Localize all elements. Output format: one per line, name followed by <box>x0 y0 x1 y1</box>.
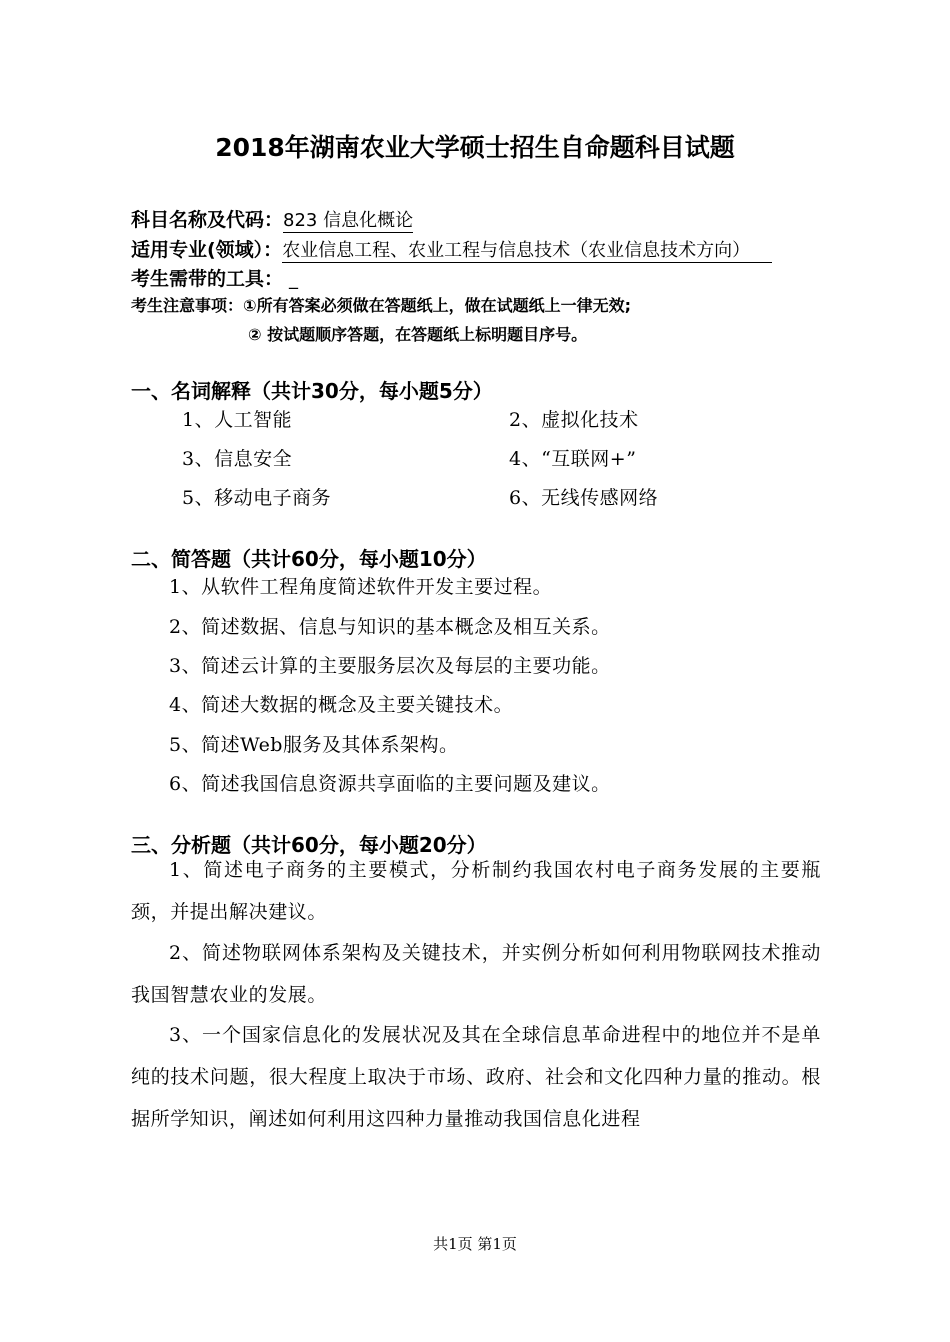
tools-value: _ <box>289 269 299 290</box>
list-item: 1、从软件工程角度简述软件开发主要过程。 <box>169 576 553 598</box>
page-footer: 共1页 第1页 <box>433 1235 517 1253</box>
analysis-question-1: 1、简述电子商务的主要模式，分析制约我国农村电子商务发展的主要瓶颈，并提出解决建议。 <box>131 859 821 923</box>
subject-value: 823 信息化概论 <box>283 210 414 231</box>
list-item: 4、“互联网+” <box>509 448 637 470</box>
section-2-heading: 二、简答题（共计60分，每小题10分） <box>131 547 487 571</box>
list-item: 5、简述Web服务及其体系架构。 <box>169 734 459 756</box>
major-value: 农业信息工程、农业工程与信息技术（农业信息技术方向） <box>282 240 772 263</box>
page-title: 2018年湖南农业大学硕士招生自命题科目试题 <box>215 133 735 162</box>
list-item: 6、无线传感网络 <box>509 487 659 509</box>
tools-line <box>131 264 298 291</box>
list-item: 5、移动电子商务 <box>182 487 332 509</box>
section-3-heading: 三、分析题（共计60分，每小题20分） <box>131 833 487 857</box>
tools-label: 考生需带的工具： <box>131 268 284 290</box>
list-item: 4、简述大数据的概念及主要关键技术。 <box>169 694 514 716</box>
major-line <box>131 235 772 262</box>
subject-line <box>131 205 413 232</box>
analysis-question-3: 3、一个国家信息化的发展状况及其在全球信息革命进程中的地位并不是单纯的技术问题，很大程度上取决于市场、政府、社会和文化四种力量的推动。根据所学知识，阐述如何利用这四种力量推动我国信息化进程 <box>131 1024 821 1130</box>
section-1-heading: 一、名词解释（共计30分，每小题5分） <box>131 379 493 403</box>
note-1: ①所有答案必须做在答题纸上，做在试题纸上一律无效; <box>243 296 631 315</box>
list-item: 2、简述数据、信息与知识的基本概念及相互关系。 <box>169 616 611 638</box>
note-2: ② 按试题顺序答题，在答题纸上标明题目序号。 <box>248 325 588 344</box>
list-item: 3、信息安全 <box>182 448 293 470</box>
notes-line-1 <box>131 293 631 316</box>
list-item: 3、简述云计算的主要服务层次及每层的主要功能。 <box>169 655 611 677</box>
list-item: 6、简述我国信息资源共享面临的主要问题及建议。 <box>169 773 611 795</box>
list-item: 1、人工智能 <box>182 409 293 431</box>
analysis-question-2: 2、简述物联网体系架构及关键技术，并实例分析如何利用物联网技术推动我国智慧农业的发展。 <box>131 942 821 1006</box>
list-item: 2、虚拟化技术 <box>509 409 639 431</box>
subject-label: 科目名称及代码： <box>131 209 284 231</box>
notes-label: 考生注意事项： <box>131 296 244 315</box>
major-label: 适用专业(领域）： <box>131 239 283 261</box>
